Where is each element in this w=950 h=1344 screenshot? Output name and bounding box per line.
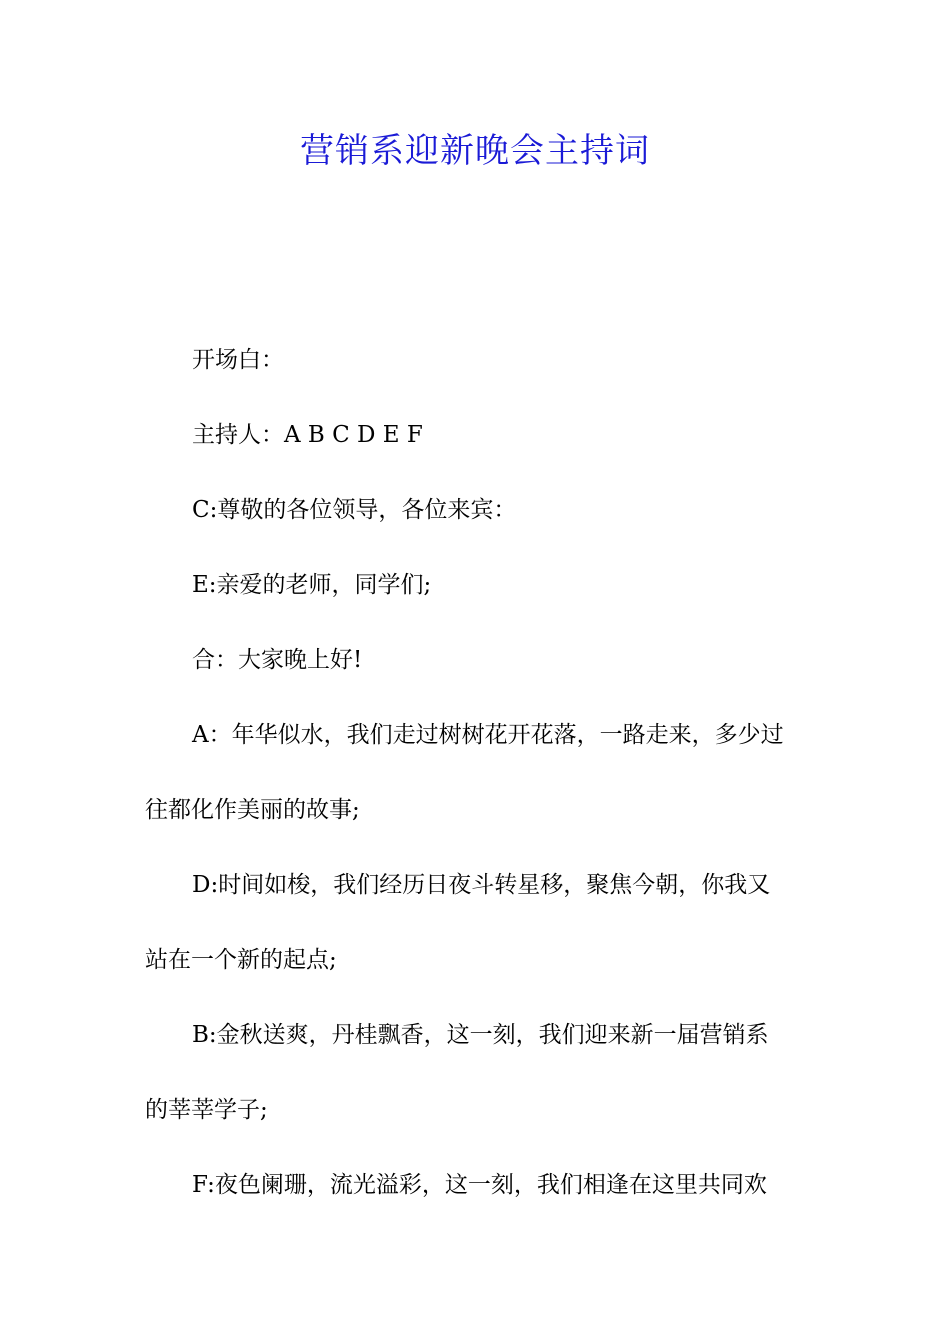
document-title: 营销系迎新晚会主持词 <box>300 131 650 171</box>
paragraph-line-hosts: 主持人：A B C D E F <box>192 422 423 448</box>
document-body <box>145 335 810 1235</box>
paragraph-line-together: 合：大家晚上好! <box>192 647 363 673</box>
paragraph-line-d-part1: D:时间如梭，我们经历日夜斗转星移，聚焦今朝，你我又 <box>192 872 771 898</box>
paragraph-line-d-part2: 站在一个新的起点; <box>145 947 337 973</box>
paragraph-line-f-part1: F:夜色阑珊，流光溢彩，这一刻，我们相逢在这里共同欢 <box>192 1172 767 1198</box>
paragraph-line-c-greeting: C:尊敬的各位领导，各位来宾： <box>192 497 517 523</box>
paragraph-line-opening: 开场白： <box>192 347 284 373</box>
paragraph-line-b-part1: B:金秋送爽，丹桂飘香，这一刻，我们迎来新一届营销系 <box>192 1022 769 1048</box>
paragraph-line-a-part1: A：年华似水，我们走过树树花开花落，一路走来，多少过 <box>192 722 784 748</box>
paragraph-line-e-greeting: E:亲爱的老师，同学们; <box>192 572 432 598</box>
paragraph-line-b-part2: 的莘莘学子; <box>145 1097 268 1123</box>
paragraph-line-a-part2: 往都化作美丽的故事; <box>145 797 360 823</box>
